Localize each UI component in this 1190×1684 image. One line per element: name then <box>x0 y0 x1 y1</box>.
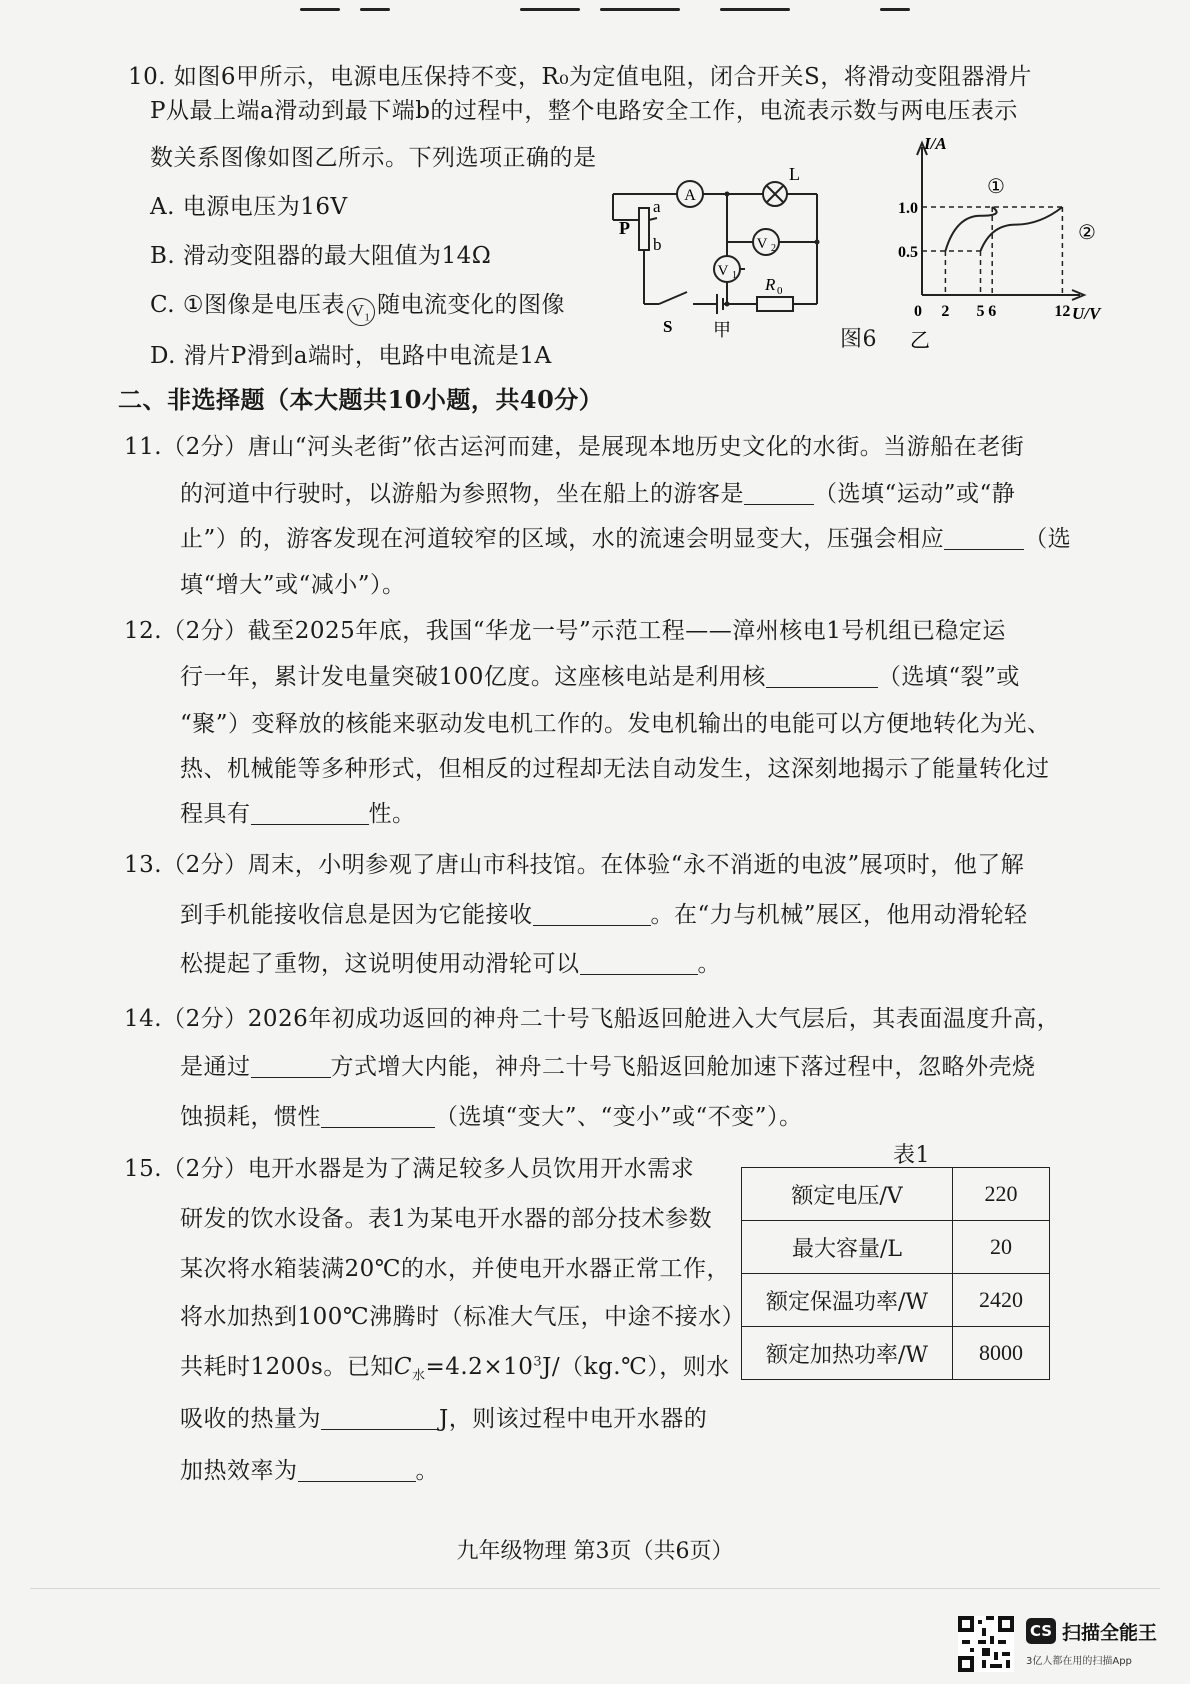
q12-line-2: 行一年，累计发电量突破100亿度。这座核电站是利用核 （选填“裂”或 <box>180 664 1020 690</box>
q11-line-3: 止”）的，游客发现在河道较窄的区域，水的流速会明显变大，压强会相应 （选 <box>180 526 1072 552</box>
q12-line-3: “聚”）变释放的核能来驱动发电机工作的。发电机输出的电能可以方便地转化为光、 <box>180 711 1051 737</box>
table-1 <box>741 1167 1050 1380</box>
q10-option-a: A. 电源电压为16V <box>150 194 348 220</box>
qr-code-icon <box>958 1616 1014 1672</box>
scanner-logo-badge: CS <box>1026 1618 1056 1644</box>
r0-subscript: 0 <box>777 285 783 297</box>
q13-line-2: 到手机能接收信息是因为它能接收 。在“力与机械”展区，他用动滑轮轻 <box>180 902 1028 928</box>
table-row: 额定电压/V 220 <box>742 1168 1050 1221</box>
q15-line-7: 加热效率为 。 <box>180 1458 439 1484</box>
q10-line-3: 数关系图像如图乙所示。下列选项正确的是 <box>150 145 597 171</box>
q15-line-6: 吸收的热量为 J，则该过程中电开水器的 <box>180 1406 708 1432</box>
r0-label: R <box>765 275 776 294</box>
q13-blank-2[interactable] <box>580 954 698 975</box>
slider-label: P <box>619 218 630 238</box>
v1-label: V <box>717 263 729 279</box>
curve-2-label: ② <box>1078 222 1096 244</box>
q11-line-1: 11.（2分）唐山“河头老街”依古运河而建，是展现本地历史文化的水街。当游船在老街 <box>124 434 1025 460</box>
lamp-label: L <box>789 164 800 184</box>
q15-blank-2[interactable] <box>298 1461 416 1482</box>
q11-blank-1[interactable] <box>744 484 814 505</box>
q11-line-2: 的河道中行驶时，以游船为参照物，坐在船上的游客是 （选填“运动”或“静 <box>180 481 1016 507</box>
q15-line-5: 共耗时1200s。已知$C_水=4.2\times 10^3J/(kg.℃)$，则水 <box>180 1354 730 1384</box>
page-footer: 九年级物理 第3页（共6页） <box>456 1539 734 1564</box>
q12-line-1: 12.（2分）截至2025年底，我国“华龙一号”示范工程——漳州核电1号机组已稳定运 <box>124 618 1006 644</box>
q15-line-4: 将水加热到100℃沸腾时（标准大气压，中途不接水） <box>180 1304 746 1330</box>
x-axis-label: U/V <box>1072 304 1101 323</box>
end-a-label: a <box>653 197 661 216</box>
q10-option-c-prefix: C. ①图像是电压表 <box>150 292 346 318</box>
v2-label: V <box>756 236 768 252</box>
v2-subscript: 2 <box>771 243 776 254</box>
switch-label: S <box>663 317 673 336</box>
x-tick-label: 6 <box>988 303 997 320</box>
curve-1-label: ① <box>987 176 1005 198</box>
y-axis-label: I/A <box>924 135 947 153</box>
q12-blank-1[interactable] <box>766 667 878 688</box>
scanner-tagline: 3亿人都在用的扫描App <box>1026 1656 1132 1667</box>
scan-separator <box>30 1588 1160 1589</box>
q12-line-4: 热、机械能等多种形式，但相反的过程却无法自动发生，这深刻地揭示了能量转化过 <box>180 756 1050 782</box>
q11-line-4: 填“增大”或“减小”）。 <box>180 572 406 598</box>
y-tick-label: 0.5 <box>898 244 918 261</box>
end-b-label: b <box>653 235 662 254</box>
i-u-graph <box>880 135 1110 350</box>
q15-line-1: 15.（2分）电开水器是为了满足较多人员饮用开水需求 <box>124 1156 695 1182</box>
circuit-caption: 甲 <box>713 320 731 340</box>
q13-line-1: 13.（2分）周末，小明参观了唐山市科技馆。在体验“永不消逝的电波”展项时，他了解 <box>124 852 1025 878</box>
q14-line-1: 14.（2分）2026年初成功返回的神舟二十号飞船返回舱进入大气层后，其表面温度升高， <box>124 1006 1061 1032</box>
x-tick-label: 12 <box>1054 303 1071 320</box>
table-row: 最大容量/L 20 <box>742 1221 1050 1274</box>
q15-line-2: 研发的饮水设备。表1为某电开水器的部分技术参数 <box>180 1206 713 1232</box>
q15-line-3: 某次将水箱装满20℃的水，并使电开水器正常工作， <box>180 1256 730 1282</box>
q14-line-2: 是通过 方式增大内能，神舟二十号飞船返回舱加速下落过程中，忽略外壳烧 <box>180 1054 1036 1080</box>
v1-subscript: 1 <box>732 270 737 281</box>
y-tick-label: 1.0 <box>898 200 918 217</box>
q13-line-3: 松提起了重物，这说明使用动滑轮可以 。 <box>180 951 721 977</box>
series-line-1 <box>945 207 996 251</box>
q13-blank-1[interactable] <box>533 905 651 926</box>
x-tick-label: 5 <box>976 303 985 320</box>
x-tick-label: 0 <box>914 303 922 320</box>
section-2-title: 二、非选择题（本大题共10小题，共40分） <box>118 385 604 414</box>
q14-line-3: 蚀损耗，惯性 （选填“变大”、“变小”或“不变”）。 <box>180 1104 803 1130</box>
q10-line-1: 10. 如图6甲所示，电源电压保持不变，R₀为定值电阻，闭合开关S，将滑动变阻器滑片 <box>128 64 1032 90</box>
q10-option-d: D. 滑片P滑到a端时，电路中电流是1A <box>150 343 552 369</box>
q10-line-2: P从最上端a滑动到最下端b的过程中，整个电路安全工作，电流表示数与两电压表示 <box>150 98 1018 124</box>
figure-6-label: 图6 <box>840 327 877 352</box>
ammeter-label: A <box>684 187 696 204</box>
q12-blank-2[interactable] <box>251 804 369 825</box>
circuit-diagram <box>605 160 835 350</box>
table-row: 额定加热功率/W 8000 <box>742 1327 1050 1380</box>
q10-option-c <box>150 286 565 326</box>
table-1-caption: 表1 <box>893 1143 930 1168</box>
q14-blank-2[interactable] <box>321 1107 435 1128</box>
q12-line-5: 程具有 性。 <box>180 801 416 827</box>
q14-blank-1[interactable] <box>251 1057 331 1078</box>
q11-blank-2[interactable] <box>944 529 1024 550</box>
top-edge-marks <box>0 0 1190 20</box>
q15-blank-1[interactable] <box>321 1409 439 1430</box>
x-tick-label: 2 <box>941 303 950 320</box>
q10-option-b: B. 滑动变阻器的最大阻值为14Ω <box>150 243 492 269</box>
scanner-app-name: 扫描全能王 <box>1062 1622 1158 1644</box>
table-row: 额定保温功率/W 2420 <box>742 1274 1050 1327</box>
q10-option-c-suffix: 随电流变化的图像 <box>377 292 566 318</box>
voltmeter-v1-icon: $V_1$ <box>347 298 375 326</box>
graph-caption: 乙 <box>910 330 930 350</box>
